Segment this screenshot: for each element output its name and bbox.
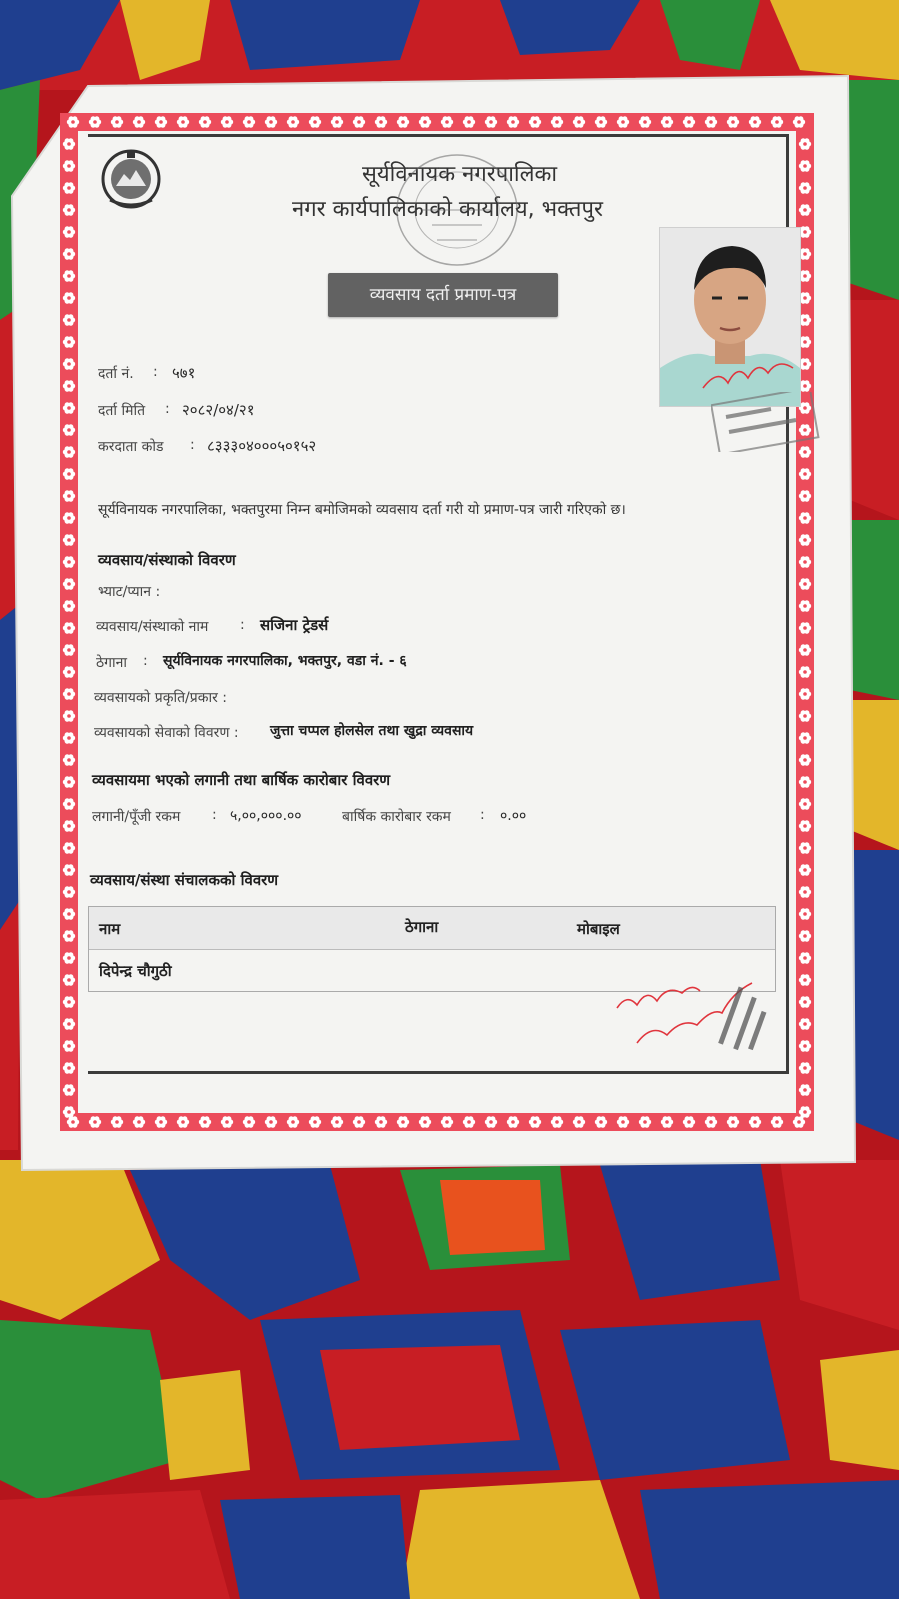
- taxpayer-code-label: करदाता कोड: [98, 439, 164, 455]
- office-name: नगर कार्यपालिकाको कार्यालय, भक्तपुर: [292, 197, 603, 222]
- business-nature-label: व्यवसायको प्रकृति/प्रकार :: [94, 690, 228, 706]
- office-stamp-icon: [392, 150, 522, 270]
- registration-number-value: ५७१: [172, 364, 196, 382]
- turnover-value: ०.००: [500, 808, 527, 824]
- registration-date-value: २०८२/०४/२१: [182, 401, 255, 419]
- capital-label: लगानी/पूँजी रकम: [92, 809, 181, 825]
- column-header-name: नाम: [99, 920, 121, 938]
- separator: :: [480, 807, 485, 823]
- owner-photo: [659, 227, 801, 407]
- intro-text: सूर्यविनायक नगरपालिका, भक्तपुरमा निम्न बमोजिमको व्यवसाय दर्ता गरी यो प्रमाण-पत्र जारी गरिएको छ।: [98, 502, 626, 518]
- address-label: ठेगाना: [96, 655, 128, 671]
- registration-number-label: दर्ता नं.: [98, 366, 134, 382]
- address-value: सूर्यविनायक नगरपालिका, भक्तपुर, वडा नं. - ६: [163, 653, 407, 669]
- investment-section-title: व्यवसायमा भएको लगानी तथा बार्षिक कारोबार विवरण: [92, 771, 391, 789]
- government-emblem-icon: [100, 148, 162, 210]
- service-value: जुत्ता चप्पल होलसेल तथा खुद्रा व्यवसाय: [270, 723, 474, 739]
- separator: :: [190, 437, 195, 453]
- separator: :: [212, 807, 217, 823]
- business-name-label: व्यवसाय/संस्थाको नाम: [96, 619, 209, 635]
- separator: :: [240, 617, 245, 633]
- service-label: व्यवसायको सेवाको विवरण :: [94, 725, 239, 741]
- municipality-name: सूर्यविनायक नगरपालिका: [362, 162, 558, 187]
- certificate-title: व्यवसाय दर्ता प्रमाण-पत्र: [328, 273, 558, 317]
- registration-date-label: दर्ता मिति: [98, 403, 146, 419]
- operator-section-title: व्यवसाय/संस्था संचालकको विवरण: [90, 871, 279, 889]
- table-row-name-cell: दिपेन्द्र चौगुठी: [99, 962, 172, 980]
- column-header-mobile: मोबाइल: [577, 920, 620, 938]
- ward-stamp-icon: [711, 392, 821, 452]
- separator: :: [143, 653, 148, 669]
- brand-label: भ्याट/प्यान :: [98, 584, 161, 600]
- table-header: [89, 907, 775, 950]
- capital-value: ५,००,०००.००: [230, 808, 302, 824]
- separator: :: [153, 364, 158, 380]
- separator: :: [165, 401, 170, 417]
- business-name-value: सजिना ट्रेडर्स: [260, 616, 329, 634]
- turnover-label: बार्षिक कारोबार रकम: [342, 809, 451, 825]
- business-section-title: व्यवसाय/संस्थाको विवरण: [98, 551, 236, 569]
- taxpayer-code-value: ८३३३०४०००५०१५२: [207, 437, 317, 455]
- column-header-address: ठेगाना: [405, 918, 439, 936]
- ward-stamp-icon: [698, 985, 788, 1055]
